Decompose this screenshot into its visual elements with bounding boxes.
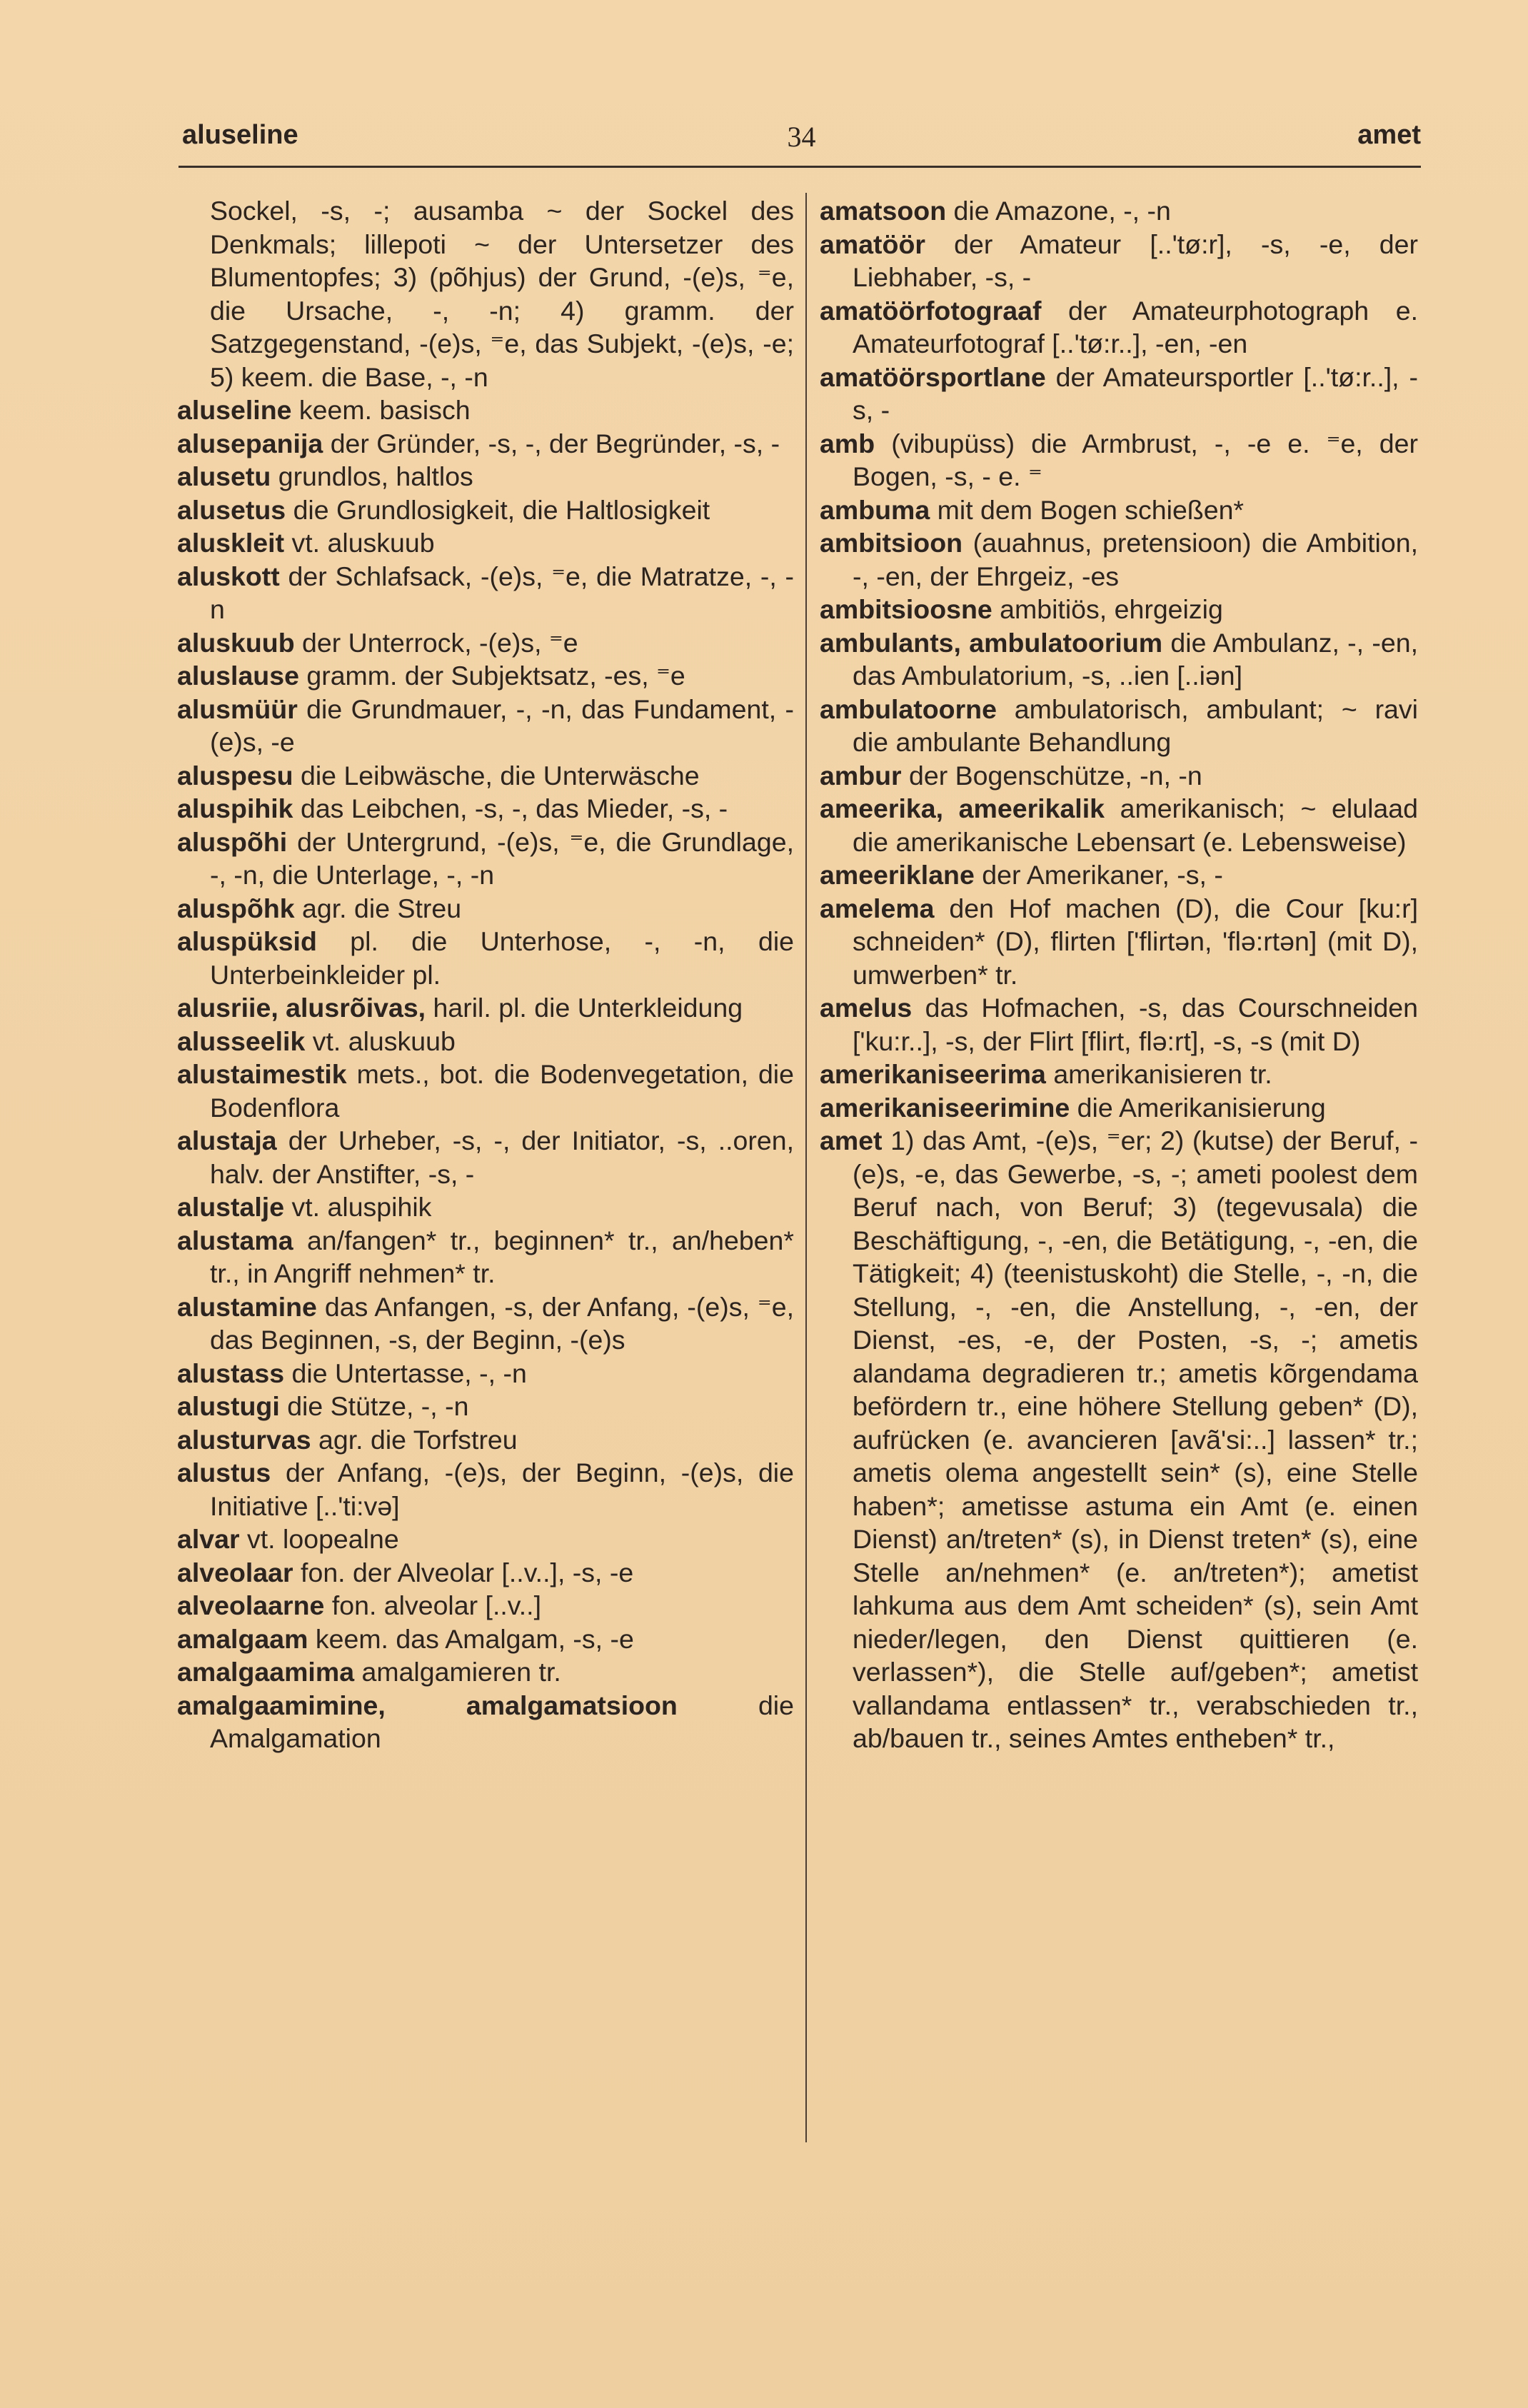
- entry-headword: alustass: [177, 1358, 285, 1388]
- entry-text: die Untertasse, -, -n: [291, 1358, 527, 1388]
- entry-headword: alvar: [177, 1524, 240, 1554]
- entry-headword: alusseelik: [177, 1025, 306, 1056]
- dictionary-entry: [177, 792, 794, 826]
- dictionary-entry: [820, 792, 1418, 858]
- dictionary-entry: [177, 460, 794, 493]
- dictionary-entry: [177, 1655, 794, 1689]
- dictionary-entry: [820, 693, 1418, 759]
- entry-text: agr. die Streu: [302, 893, 462, 923]
- dictionary-entry: [177, 1224, 794, 1290]
- entry-text: vt. aluspihik: [291, 1192, 432, 1222]
- entry-text: die Grundlosigkeit, die Haltlosigkeit: [293, 494, 710, 525]
- dictionary-entry: [177, 1390, 794, 1423]
- entry-text: der Amateur [..'tø:r], -s, -e, der Liebhaber, -s, -: [853, 229, 1418, 292]
- entry-text: (vibupüss) die Armbrust, -, -e e. ⁼e, der Bogen, -s, - e. ⁼: [853, 428, 1418, 491]
- entry-headword: alusepanija: [177, 428, 323, 458]
- entry-headword: amb: [820, 428, 875, 458]
- entry-headword: amelema: [820, 893, 935, 923]
- entry-headword: alustaimestik: [177, 1059, 347, 1089]
- dictionary-entry: [820, 1058, 1418, 1091]
- entry-headword: amet: [820, 1125, 883, 1155]
- entry-headword: amalgaam: [177, 1623, 308, 1654]
- entry-text: mit dem Bogen schießen*: [937, 494, 1245, 525]
- entry-headword: amatöörsportlane: [820, 361, 1046, 392]
- entry-text: der Urheber, -s, -, der Initiator, -s, ..oren, halv. der Anstifter, -s, -: [210, 1125, 795, 1189]
- entry-text: das Hofmachen, -s, das Courschneiden ['ku:r..], -s, der Flirt [flirt, flə:rt], -s, -s (mit D): [853, 993, 1419, 1056]
- entry-text: (auahnus, pretensioon) die Ambition, -, -en, der Ehrgeiz, -es: [853, 528, 1418, 591]
- entry-text: vt. loopealne: [247, 1524, 399, 1554]
- dictionary-entry: [177, 1290, 794, 1357]
- dictionary-entry: [820, 626, 1418, 693]
- dictionary-entry: [177, 1124, 794, 1190]
- entry-headword: ambitsioon: [820, 528, 963, 558]
- entry-text: der Amerikaner, -s, -: [982, 860, 1223, 890]
- entry-text: der Untergrund, -(e)s, ⁼e, die Grundlage, -, -n, die Unterlage, -, -n: [210, 826, 794, 890]
- left-column: [177, 194, 794, 1755]
- dictionary-entry: [820, 493, 1418, 527]
- entry-text: haril. pl. die Unterkleidung: [433, 993, 743, 1023]
- entry-headword: alustamine: [177, 1291, 317, 1322]
- entry-text: die Stütze, -, -n: [287, 1391, 469, 1421]
- entry-headword: ambuma: [820, 494, 930, 525]
- entry-headword: amerikaniseerimine: [820, 1092, 1070, 1123]
- dictionary-entry: [177, 1058, 794, 1124]
- entry-text: Sockel, -s, -; ausamba ~ der Sockel des Denkmals; lillepoti ~ der Untersetzer des Blumentopfes; 3) (põhjus) der Grund, -(e)s, ⁼e, die Ursache, -, -n; 4) gramm. der Satzgegenstand, -(e)s, ⁼e, das Subjekt, -(e)s, -e; 5) keem. die Base, -, -n: [210, 196, 794, 392]
- entry-headword: amalgaamima: [177, 1657, 355, 1687]
- entry-headword: ambulants, ambulatoorium: [820, 627, 1163, 658]
- dictionary-entry: [177, 1689, 794, 1755]
- entry-headword: aluskleit: [177, 528, 285, 558]
- page-header: [182, 120, 1421, 163]
- entry-headword: amerikaniseerima: [820, 1059, 1046, 1089]
- dictionary-entry: [177, 892, 794, 925]
- entry-text: fon. der Alveolar [..v..], -s, -e: [301, 1557, 634, 1587]
- entry-text: der Amateurphotograph e. Amateurfotograf [..'tø:r..], -en, -en: [853, 295, 1418, 358]
- entry-headword: aluskuub: [177, 627, 295, 658]
- dictionary-entry: [820, 858, 1418, 892]
- entry-text: die Amerikanisierung: [1077, 1092, 1326, 1123]
- entry-text: das Leibchen, -s, -, das Mieder, -s, -: [300, 793, 728, 823]
- entry-headword: aluspesu: [177, 760, 293, 791]
- entry-headword: aluspüksid: [177, 926, 317, 956]
- entry-text: der Schlafsack, -(e)s, ⁼e, die Matratze, -, -n: [210, 561, 794, 624]
- entry-headword: alustama: [177, 1225, 293, 1255]
- dictionary-entry: [177, 759, 794, 793]
- entry-headword: amelus: [820, 993, 913, 1023]
- entry-headword: alusetus: [177, 494, 286, 525]
- dictionary-entry: [177, 1423, 794, 1457]
- entry-text: die Grundmauer, -, -n, das Fundament, -(e)s, -e: [210, 693, 795, 757]
- entry-headword: alusetu: [177, 461, 271, 491]
- entry-headword: aluskott: [177, 561, 280, 591]
- dictionary-entry: [177, 693, 794, 759]
- dictionary-entry: [820, 759, 1418, 793]
- entry-text: vt. aluskuub: [312, 1025, 456, 1056]
- entry-continuation: [177, 194, 794, 393]
- entry-headword: alusturvas: [177, 1424, 311, 1455]
- dictionary-entry: [177, 393, 794, 427]
- entry-headword: ambur: [820, 760, 902, 791]
- entry-text: keem. das Amalgam, -s, -e: [315, 1623, 634, 1654]
- entry-text: amerikanisieren tr.: [1053, 1059, 1272, 1089]
- entry-headword: alusriie, alusrõivas,: [177, 993, 426, 1023]
- dictionary-entry: [177, 626, 794, 660]
- entry-headword: ambulatoorne: [820, 693, 997, 724]
- dictionary-entry: [177, 1556, 794, 1590]
- page-number: 34: [787, 121, 816, 153]
- header-rule: [179, 166, 1421, 168]
- dictionary-entry: [820, 991, 1418, 1058]
- entry-headword: aluspihik: [177, 793, 293, 823]
- entry-text: mets., bot. die Bodenvegetation, die Bodenflora: [210, 1059, 794, 1123]
- dictionary-entry: [177, 1622, 794, 1656]
- entry-text: der Anfang, -(e)s, der Beginn, -(e)s, die Initiative [..'ti:və]: [210, 1458, 794, 1521]
- dictionary-entry: [820, 593, 1418, 626]
- entry-headword: alustus: [177, 1458, 271, 1488]
- entry-headword: alustalje: [177, 1192, 285, 1222]
- dictionary-entry: [177, 1522, 794, 1556]
- entry-headword: aluspõhk: [177, 893, 295, 923]
- entry-text: die Amalgamation: [210, 1690, 794, 1753]
- dictionary-entry: [177, 560, 794, 626]
- dictionary-entry: [820, 361, 1418, 427]
- entry-headword: amatsoon: [820, 196, 947, 226]
- entry-text: der Amateursportler [..'tø:r..], -s, -: [853, 361, 1418, 425]
- dictionary-entry: [177, 1456, 794, 1522]
- entry-text: die Amazone, -, -n: [953, 196, 1171, 226]
- dictionary-entry: [177, 1357, 794, 1390]
- dictionary-entry: [820, 294, 1418, 361]
- entry-text: amerikanisch; ~ elulaad die amerikanische Lebensart (e. Lebensweise): [853, 793, 1418, 857]
- entry-text: ambulatorisch, ambulant; ~ ravi die ambulante Behandlung: [853, 693, 1418, 757]
- dictionary-entry: [820, 1091, 1418, 1125]
- entry-headword: alustaja: [177, 1125, 277, 1155]
- entry-headword: ambitsioosne: [820, 594, 992, 624]
- header-left-guideword: aluseline: [182, 120, 298, 150]
- entry-text: die Leibwäsche, die Unterwäsche: [300, 760, 700, 791]
- entry-headword: aluslause: [177, 661, 299, 691]
- entry-headword: amalgaamimine, amalgamatsioon: [177, 1690, 678, 1720]
- right-column: [820, 194, 1418, 1755]
- entry-headword: alustugi: [177, 1391, 280, 1421]
- entry-text: die Ambulanz, -, -en, das Ambulatorium, -s, ..ien [..iən]: [853, 627, 1418, 691]
- dictionary-entry: [177, 526, 794, 560]
- entry-headword: aluseline: [177, 395, 292, 425]
- dictionary-entry: [820, 194, 1418, 228]
- entry-text: ambitiös, ehrgeizig: [1000, 594, 1223, 624]
- entry-text: agr. die Torfstreu: [318, 1424, 518, 1455]
- dictionary-entry: [177, 493, 794, 527]
- dictionary-entry: [177, 1589, 794, 1622]
- dictionary-entry: [820, 427, 1418, 493]
- entry-text: gramm. der Subjektsatz, -es, ⁼e: [306, 661, 685, 691]
- entry-text: an/fangen* tr., beginnen* tr., an/heben* tr., in Angriff nehmen* tr.: [210, 1225, 794, 1288]
- entry-text: keem. basisch: [298, 395, 471, 425]
- entry-headword: alveolaarne: [177, 1590, 325, 1620]
- dictionary-entry: [820, 892, 1418, 992]
- dictionary-entry: [177, 925, 794, 991]
- entry-text: pl. die Unterhose, -, -n, die Unterbeinkleider pl.: [210, 926, 795, 990]
- entry-text: das Anfangen, -s, der Anfang, -(e)s, ⁼e, das Beginnen, -s, der Beginn, -(e)s: [210, 1291, 794, 1355]
- entry-headword: ameerika, ameerikalik: [820, 793, 1105, 823]
- entry-headword: alusmüür: [177, 693, 298, 724]
- header-right-guideword: amet: [1357, 120, 1421, 150]
- dictionary-entry: [177, 991, 794, 1025]
- entry-text: den Hof machen (D), die Cour [ku:r] schneiden* (D), flirten ['flirtən, 'flə:rtən] (mit D), umwerben* tr.: [853, 893, 1418, 990]
- dictionary-entry: [177, 427, 794, 461]
- entry-text: grundlos, haltlos: [278, 461, 473, 491]
- dictionary-entry: [820, 526, 1418, 593]
- entry-text: der Gründer, -s, -, der Begründer, -s, -: [330, 428, 780, 458]
- dictionary-entry: [820, 228, 1418, 294]
- entry-text: der Bogenschütze, -n, -n: [909, 760, 1202, 791]
- entry-text: der Unterrock, -(e)s, ⁼e: [302, 627, 578, 658]
- entry-text: fon. alveolar [..v..]: [331, 1590, 542, 1620]
- entry-headword: amatöör: [820, 229, 925, 259]
- column-divider: [805, 193, 807, 2142]
- entry-text: amalgamieren tr.: [361, 1657, 561, 1687]
- entry-headword: ameeriklane: [820, 860, 975, 890]
- entry-headword: aluspõhi: [177, 826, 288, 857]
- dictionary-entry: [177, 1190, 794, 1224]
- entry-headword: amatöörfotograaf: [820, 295, 1042, 326]
- entry-headword: alveolaar: [177, 1557, 293, 1587]
- dictionary-entry: [177, 826, 794, 892]
- dictionary-entry: [177, 659, 794, 693]
- entry-text: vt. aluskuub: [291, 528, 435, 558]
- entry-text: 1) das Amt, -(e)s, ⁼er; 2) (kutse) der Beruf, -(e)s, -e, das Gewerbe, -s, -; ameti poolest dem Beruf nach, von Beruf; 3) (tegevusala) die Beschäftigung, -, -en, die Betätigung, -, -en, die Tätigkeit; 4) (teenistuskoht) die Stelle, -, -n, die Stellung, -, -en, die Anstellung, -, -en, der Dienst, -es, -e, der Posten, -s, -; ametis alandama degradieren tr.; ametis kõrgendama befördern tr., eine höhere Stellung geben* (D), aufrücken (e. avancieren [avã'si:..] lassen* tr.; ametis olema angestellt sein* (s), eine Stelle haben*; ametisse astuma ein Amt (e. einen Dienst) an/treten* (s), in Dienst treten* (s), eine Stelle an/nehmen* (e. an/treten*); ametist lahkuma aus dem Amt scheiden* (s), sein Amt nieder/legen, den Dienst quittieren (e. verlassen*), die Stelle auf/geben*; ametist vallandama entlassen* tr., verabschieden tr., ab/bauen tr., seines Amtes entheben* tr.,: [853, 1125, 1418, 1753]
- dictionary-entry: [820, 1124, 1418, 1755]
- dictionary-entry: [177, 1025, 794, 1058]
